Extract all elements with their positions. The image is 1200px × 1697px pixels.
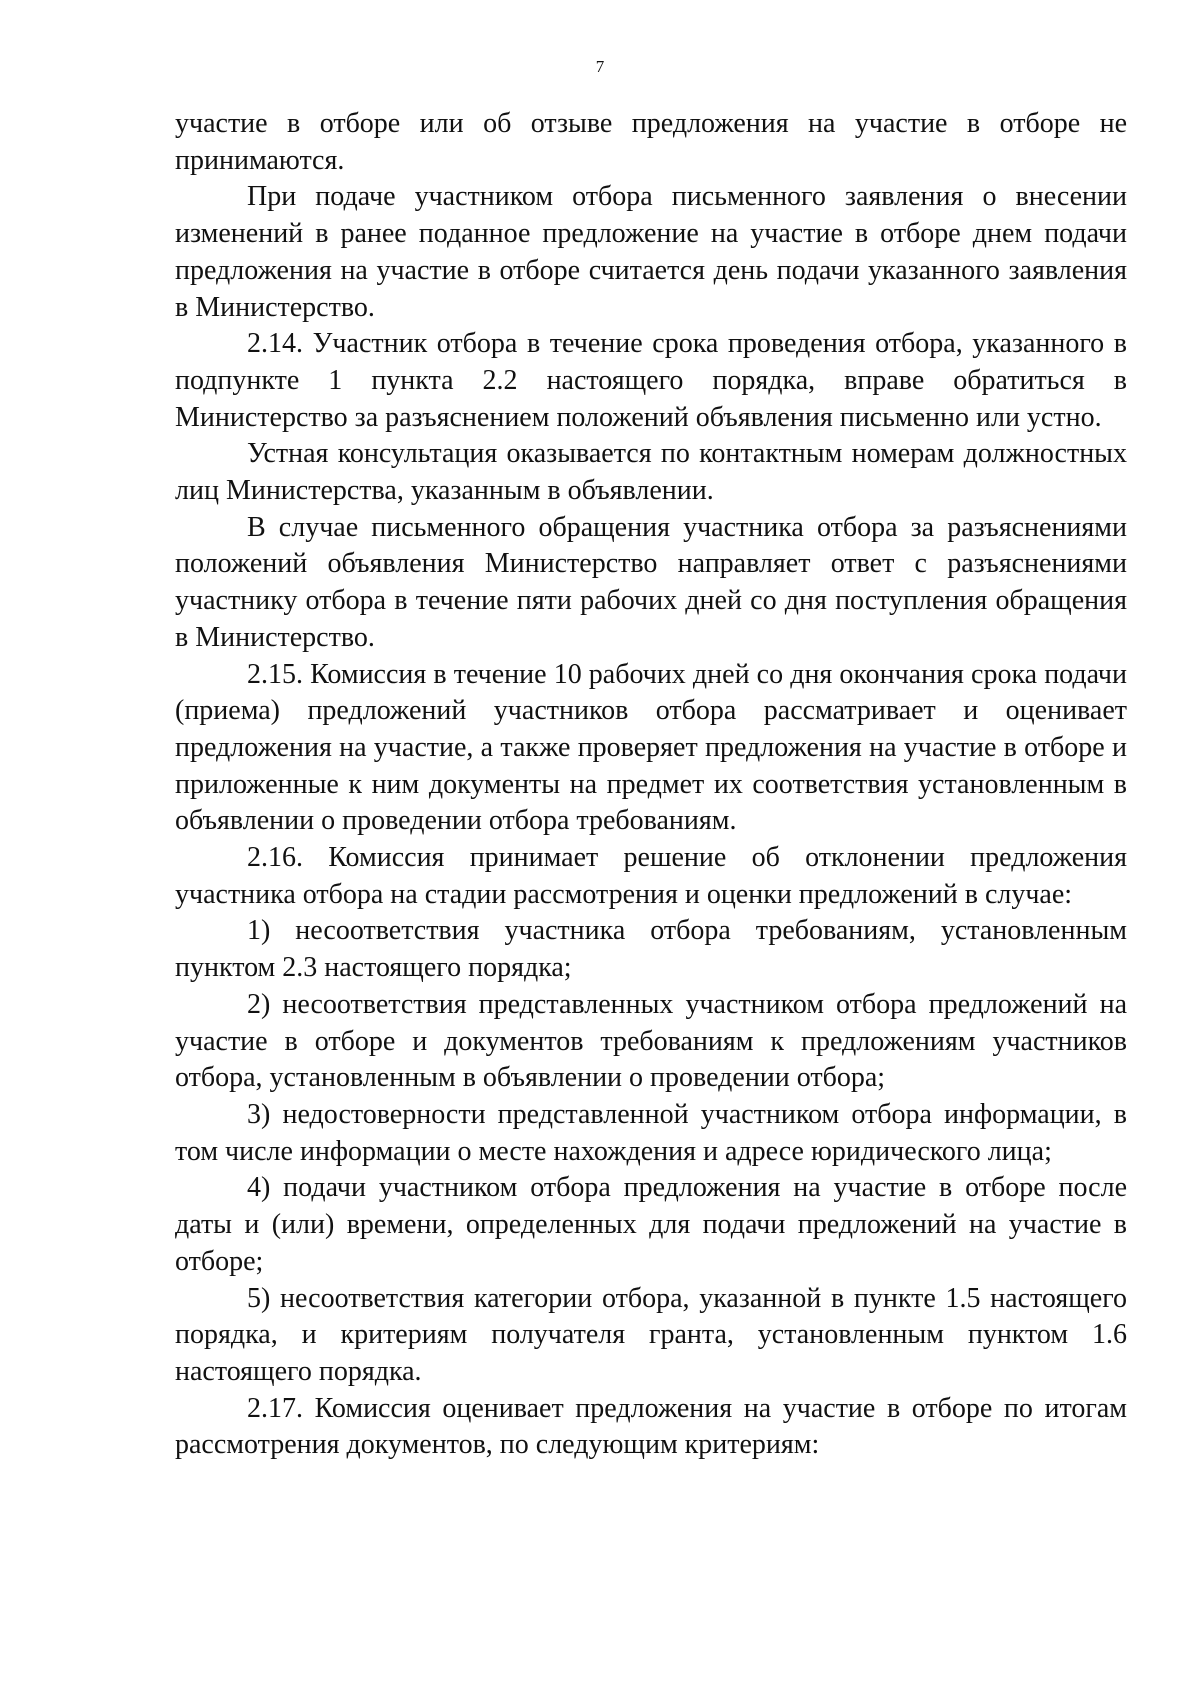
paragraph: В случае письменного обращения участника отбора за разъяснениями положений объявления Министерство направляет ответ с разъяснениями участнику отбора в течение пяти рабочих дней со дня поступления обращения в Министерство. [175, 511, 1127, 653]
paragraph-2-16: 2.16. Комиссия принимает решение об отклонении предложения участника отбора на стадии рассмотрения и оценки предложений в случае: [175, 842, 1127, 910]
paragraph-2-17: 2.17. Комиссия оценивает предложения на участие в отборе по итогам рассмотрения документов, по следующим критериям: [175, 1392, 1127, 1461]
list-item-3: 3) недостоверности представленной участником отбора информации, в том числе информации о месте нахождения и адресе юридического лица; [175, 1098, 1127, 1167]
paragraph: участие в отборе или об отзыве предложения на участие в отборе не принимаются. [175, 108, 1127, 176]
list-item-5: 5) несоответствия категории отбора, указанной в пункте 1.5 настоящего порядка, и критериям получателя гранта, установленным пунктом 1.6 настоящего порядка. [175, 1282, 1127, 1387]
paragraph-2-15: 2.15. Комиссия в течение 10 рабочих дней со дня окончания срока подачи (приема) предложений участников отбора рассматривает и оценивает предложения на участие, а также проверяет предложения на участие в отборе и приложенные к ним документы на предмет их соответствия установленным в объявлении о проведении отбора требованиям. [175, 658, 1127, 837]
list-item-1: 1) несоответствия участника отбора требованиям, установленным пунктом 2.3 настоящего порядка; [175, 915, 1127, 984]
paragraph: Устная консультация оказывается по контактным номерам должностных лиц Министерства, указанным в объявлении. [175, 438, 1127, 507]
paragraph: При подаче участником отбора письменного заявления о внесении изменений в ранее поданное предложение на участие в отборе днем подачи предложения на участие в отборе считается день подачи указанного заявления в Министерство. [175, 181, 1127, 323]
page-number: 7 [595, 57, 605, 76]
list-item-2: 2) несоответствия представленных участником отбора предложений на участие в отборе и документов требованиям к предложениям участников отбора, установленным в объявлении о проведении отбора; [175, 988, 1127, 1094]
list-item-4: 4) подачи участником отбора предложения на участие в отборе после даты и (или) времени, определенных для подачи предложений на участие в отборе; [175, 1172, 1127, 1277]
paragraph-2-14: 2.14. Участник отбора в течение срока проведения отбора, указанного в подпункте 1 пункта 2.2 настоящего порядка, вправе обратиться в Министерство за разъяснением положений объявления письменно или устно. [175, 328, 1127, 433]
document-body [175, 106, 1127, 1464]
